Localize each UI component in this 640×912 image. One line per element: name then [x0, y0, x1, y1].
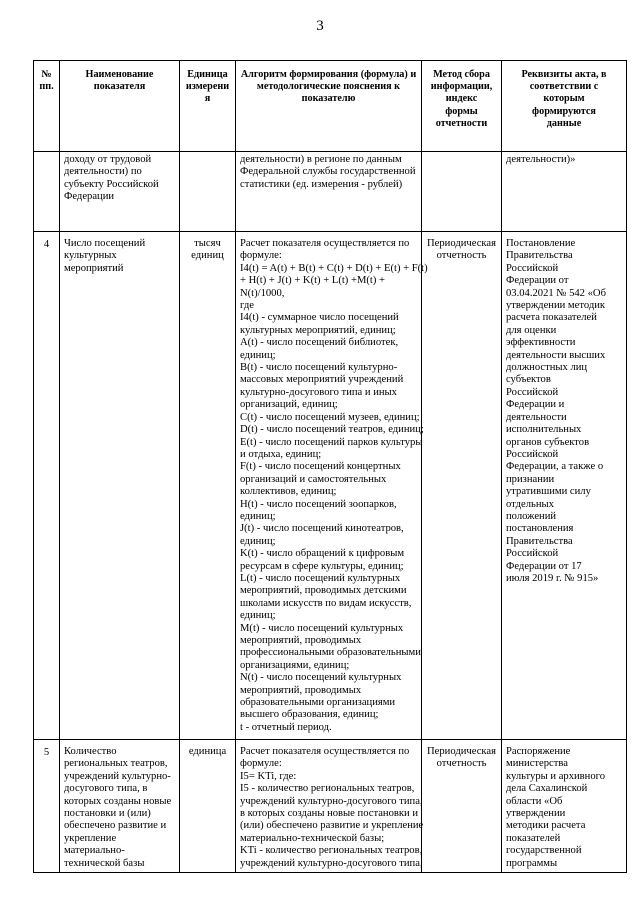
table-row: [34, 232, 627, 740]
text-line: K(t) - число обращений к цифровым: [240, 548, 405, 560]
text-line: Расчет показателя осуществляется по: [240, 746, 410, 757]
text-line: Российской: [506, 448, 559, 460]
text-line: L(t) - число посещений культурных: [240, 572, 401, 584]
row-requisites: [502, 740, 627, 873]
text-line: Периодическая: [427, 238, 496, 249]
row-unit: [180, 152, 236, 232]
row-num: [34, 152, 60, 232]
text-line: отчетности: [435, 117, 488, 129]
row-requisites: [502, 232, 627, 740]
text-line: которым: [543, 93, 585, 105]
row-algorithm: [236, 152, 422, 232]
text-line: N(t) - число посещений культурных: [240, 672, 402, 684]
text-line: положений: [506, 510, 557, 522]
text-line: культурных мероприятий, единиц;: [240, 324, 396, 336]
text-line: коллективов, единиц;: [240, 486, 337, 498]
text-line: Российской: [506, 386, 559, 398]
text-line: измерени: [185, 81, 230, 93]
text-line: H(t) - число посещений зоопарков,: [240, 498, 397, 510]
text-line: где: [240, 300, 254, 312]
text-line: Алгоритм формирования (формула) и: [240, 69, 417, 80]
text-line: региональных театров,: [64, 758, 168, 770]
text-line: исполнительных: [506, 424, 582, 436]
text-line: F(t) - число посещений концертных: [240, 461, 401, 473]
row-num: 4: [34, 232, 60, 740]
text-line: мероприятий, проводимых: [240, 635, 362, 646]
text-line: соответствии с: [529, 81, 599, 93]
text-line: Правительства: [506, 535, 573, 547]
text-line: деятельности: [506, 411, 567, 423]
row-method: [422, 740, 502, 873]
text-line: Федерации от 17: [506, 560, 582, 572]
text-line: должностных лиц: [506, 362, 588, 374]
text-line: (или) обеспечено развитие и укрепление: [240, 820, 424, 832]
text-line: досугового типа, в: [64, 783, 148, 795]
text-line: показателей: [506, 832, 561, 844]
text-line: Российской: [506, 262, 559, 274]
text-line: культуры и архивного: [506, 770, 606, 782]
text-line: формируются: [532, 105, 596, 117]
text-line: Единица: [187, 69, 228, 80]
header-num: [34, 61, 60, 152]
header-algorithm: [236, 61, 422, 152]
row-name: [60, 232, 180, 740]
text-line: Расчет показателя осуществляется по: [240, 238, 410, 249]
text-line: методологические пояснения к: [256, 81, 401, 93]
text-line: министерства: [506, 758, 568, 770]
text-line: субъекту Российской: [64, 178, 159, 190]
text-line: дела Сахалинской: [506, 783, 588, 795]
text-line: I4(t) - суммарное число посещений: [240, 312, 399, 324]
text-line: показателю: [301, 93, 356, 105]
row-requisites: [502, 152, 627, 232]
text-line: деятельности) в регионе по данным: [240, 154, 402, 165]
text-line: показателя: [93, 81, 146, 93]
text-line: высшего образования, единиц;: [240, 709, 379, 721]
text-line: государственной: [506, 845, 582, 857]
text-line: мероприятий: [64, 262, 124, 274]
text-line: учреждений культурно-досугового типа,: [240, 795, 423, 807]
row-name: [60, 152, 180, 232]
text-line: образовательными организациями: [240, 697, 396, 709]
text-line: статистики (ед. измерения - рублей): [240, 178, 403, 190]
text-line: пп.: [39, 81, 54, 93]
text-line: области «Об: [506, 795, 563, 807]
text-line: массовых мероприятий учреждений: [240, 374, 404, 386]
text-line: организаций, единиц;: [240, 399, 338, 411]
text-line: методики расчета: [506, 820, 586, 832]
text-line: D(t) - число посещений театров, единиц;: [240, 424, 424, 436]
text-line: I5 - количество региональных театров,: [240, 783, 415, 795]
text-line: единиц;: [240, 610, 276, 622]
text-line: июля 2019 г. № 915»: [506, 572, 599, 584]
text-line: единиц;: [240, 349, 276, 361]
text-line: Метод сбора: [433, 69, 490, 80]
table-row: [34, 152, 627, 232]
text-line: деятельности высших: [506, 349, 606, 361]
row-algorithm: [236, 740, 422, 873]
text-line: эффективности: [506, 337, 576, 349]
text-line: + H(t) + J(t) + K(t) + L(t) +M(t) +: [240, 275, 385, 287]
row-unit: [180, 740, 236, 873]
text-line: N(t)/1000,: [240, 287, 285, 299]
row-algorithm: [236, 232, 428, 740]
text-line: доходу от трудовой: [64, 154, 152, 165]
text-line: информации,: [430, 81, 493, 93]
text-line: школами искусств по видам искусств,: [240, 597, 412, 609]
text-line: программы: [506, 857, 558, 869]
text-line: утверждении: [506, 808, 566, 820]
text-line: утверждении методик: [506, 300, 606, 312]
text-line: учреждений культурно-досугового типа,: [240, 857, 423, 869]
text-line: 03.04.2021 № 542 «Об: [506, 287, 606, 299]
text-line: учреждений культурно-: [64, 770, 171, 782]
text-line: B(t) - число посещений культурно-: [240, 362, 398, 374]
row-name: [60, 740, 180, 873]
text-line: формы: [445, 105, 478, 117]
text-line: деятельности) по: [64, 166, 142, 178]
text-line: технической базы: [64, 857, 145, 869]
text-line: и отдыха, единиц;: [240, 448, 322, 460]
text-line: ресурсам в сфере культуры, единиц;: [240, 560, 404, 572]
row-num: 5: [34, 740, 60, 873]
text-line: деятельности)»: [506, 154, 576, 165]
table-row: [34, 740, 627, 873]
header-requisites: [502, 61, 627, 152]
text-line: единиц: [191, 250, 224, 262]
text-line: культурно-досугового типа и иных: [240, 386, 397, 398]
indicators-table: [33, 60, 627, 873]
text-line: Федерации от: [506, 275, 569, 287]
text-line: организациями, единиц;: [240, 659, 350, 671]
text-line: органов субъектов: [506, 436, 590, 448]
text-line: я: [204, 93, 211, 105]
text-line: t - отчетный период.: [240, 721, 332, 733]
text-line: Федерации, а также о: [506, 461, 604, 473]
page-number: 3: [316, 18, 324, 34]
text-line: единиц;: [240, 535, 276, 547]
text-line: материально-: [64, 845, 125, 857]
text-line: Наименование: [85, 69, 154, 80]
text-line: субъектов: [506, 374, 551, 386]
text-line: E(t) - число посещений парков культуры: [240, 436, 423, 448]
row-method: [422, 232, 502, 740]
text-line: формуле:: [240, 250, 282, 262]
text-line: данные: [546, 117, 582, 129]
text-line: мероприятий, проводимых: [240, 684, 362, 696]
header-unit: [180, 61, 236, 152]
text-line: мероприятий, проводимых детскими: [240, 585, 407, 597]
text-line: Федеральной службы государственной: [240, 166, 416, 178]
text-line: Реквизиты акта, в: [521, 69, 607, 80]
text-line: признании: [506, 473, 555, 485]
text-line: Число посещений: [64, 238, 146, 249]
text-line: отчетность: [436, 250, 487, 262]
text-line: отчетность: [436, 758, 487, 770]
text-line: J(t) - число посещений кинотеатров,: [240, 523, 404, 535]
text-line: Количество: [64, 746, 117, 757]
text-line: формуле:: [240, 758, 282, 770]
text-line: утратившими силу: [506, 486, 591, 498]
text-line: индекс: [445, 93, 478, 105]
text-line: организаций и самостоятельных: [240, 473, 387, 485]
text-line: культурных: [64, 250, 117, 262]
text-line: тысяч: [194, 238, 221, 249]
text-line: для оценки: [506, 324, 557, 336]
text-line: I5= KTi, где:: [240, 770, 297, 782]
text-line: M(t) - число посещений культурных: [240, 622, 404, 634]
header-method: [422, 61, 502, 152]
text-line: обеспечено развитие и: [64, 820, 167, 832]
text-line: которых созданы новые: [64, 795, 172, 807]
text-line: Российской: [506, 548, 559, 560]
text-line: KTi - количество региональных театров,: [240, 845, 423, 857]
text-line: профессиональными образовательными: [240, 647, 421, 659]
text-line: постановления: [506, 523, 574, 535]
row-method: [422, 152, 502, 232]
text-line: A(t) - число посещений библиотек,: [240, 337, 399, 349]
text-line: Правительства: [506, 250, 573, 262]
text-line: расчета показателей: [506, 312, 597, 324]
text-line: материально-технической базы;: [240, 832, 385, 844]
text-line: отдельных: [506, 498, 554, 510]
row-unit: [180, 232, 236, 740]
text-line: единиц;: [240, 510, 276, 522]
text-line: Федерации: [64, 191, 115, 203]
text-line: постановки и (или): [64, 808, 151, 820]
text-line: в которых созданы новые постановки и: [240, 808, 419, 820]
text-line: I4(t) = A(t) + B(t) + C(t) + D(t) + E(t) + F(t): [240, 262, 428, 274]
text-line: Постановление: [506, 238, 576, 249]
header-name: [60, 61, 180, 152]
text-line: №: [41, 69, 52, 80]
text-line: Распоряжение: [506, 746, 571, 757]
text-line: Федерации и: [506, 399, 565, 411]
text-line: единица: [188, 746, 227, 757]
text-line: укрепление: [64, 832, 117, 844]
table-header-row: [34, 61, 627, 152]
text-line: Периодическая: [427, 746, 496, 757]
text-line: C(t) - число посещений музеев, единиц;: [240, 411, 420, 423]
